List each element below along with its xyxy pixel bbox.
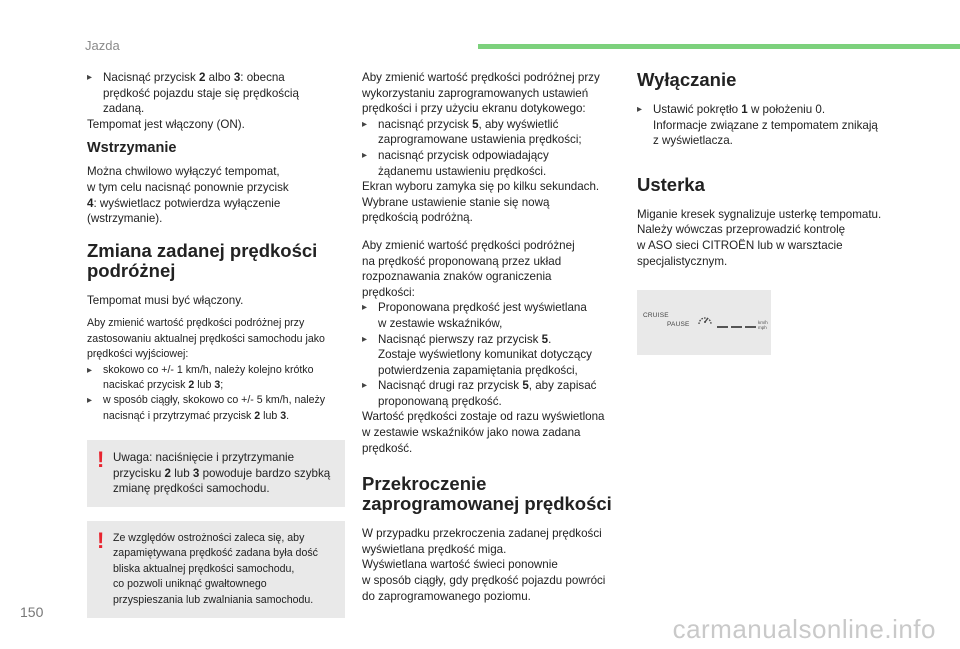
bullet-item: ▸ nacisnąć przycisk odpowiadający żądanemu ustawieniu prędkości. [362,148,549,178]
section-label: Jazda [85,38,120,53]
exclamation-icon: ! [97,527,105,553]
paragraph: Tempomat jest włączony (ON). [87,117,245,131]
warning-box: ! Ze względów ostrożności zaleca się, aby zapamiętywana prędkość zadana była dość bliska aktualnej prędkości samochodu, co pozwoli uniknąć gwałtownego przyspieszania lub zwalniania samochodu. [87,521,345,618]
heading-fault: Usterka [637,173,705,195]
paragraph: Miganie kresek sygnalizuje usterkę tempomatu. Należy wówczas przeprowadzić kontrolę w ASO sieci CITROËN lub w warsztacie specjalistycznym. [637,207,882,268]
bullet-item: ▸ w sposób ciągły, skokowo co +/- 5 km/h, należy nacisnąć i przytrzymać przycisk 2 lub 3. [87,393,345,424]
triangle-right-icon: ▸ [362,380,368,392]
triangle-right-icon: ▸ [87,364,93,376]
section-accent-bar [478,44,960,49]
speed-dash [717,326,728,328]
paragraph: Aby zmienić wartość prędkości podróżnej przy wykorzystaniu zaprogramowanych ustawień prędkości i przy użyciu ekranu dotykowego: [362,71,600,116]
page-number: 150 [20,604,44,620]
paragraph: Ekran wyboru zamyka się po kilku sekundach. Wybrane ustawienie stanie się nową prędkością podróżną. [362,180,600,225]
heading-switch-off: Wyłączanie [637,69,737,90]
heading-pause: Wstrzymanie [87,140,177,157]
column-2 [362,70,622,612]
speed-dash [731,326,742,328]
pause-label: PAUSE [667,321,690,328]
speed-unit: km/h mph [758,320,768,330]
speed-dash [745,326,756,328]
triangle-right-icon: ▸ [87,395,93,407]
paragraph: Aby zmienić wartość prędkości podróżnej przy zastosowaniu aktualnej prędkości samochodu jako prędkości wyjściowej: [87,317,325,361]
triangle-right-icon: ▸ [362,302,368,314]
triangle-right-icon: ▸ [637,104,643,115]
triangle-right-icon: ▸ [362,149,368,161]
small-text-block [87,316,345,424]
triangle-right-icon: ▸ [362,118,368,130]
bullet-item: ▸ Nacisnąć pierwszy raz przycisk 5. Zostaje wyświetlony komunikat dotyczący potwierdzenia zapamiętania prędkości, [362,332,592,377]
heading-change-speed: Zmiana zadanej prędkości podróżnej [87,239,318,281]
paragraph: Można chwilowo wyłączyć tempomat, w tym celu nacisnąć ponownie przycisk 4: wyświetlacz potwierdza wyłączenie (wstrzymanie). [87,165,289,226]
bullet-item: ▸ Nacisnąć przycisk 2 albo 3: obecna prędkość pojazdu staje się prędkością zadaną. [87,71,299,116]
bullet-item: ▸ Proponowana prędkość jest wyświetlana w zestawie wskaźników, [362,301,587,330]
speedometer-icon [697,312,713,328]
bullet-item: ▸ nacisnąć przycisk 5, aby wyświetlić zaprogramowane ustawienia prędkości; [362,117,582,147]
bullet-item: ▸ skokowo co +/- 1 km/h, należy kolejno krótko naciskać przycisk 2 lub 3; [87,363,345,394]
warning-box: ! Uwaga: naciśnięcie i przytrzymanie przycisku 2 lub 3 powoduje bardzo szybką zmianę prędkości samochodu. [87,440,345,507]
cruise-display-illustration [637,290,771,355]
bullet-item: ▸ Ustawić pokrętło 1 w położeniu 0. Informacje związane z tempomatem znikają z wyświetlacza. [637,103,878,148]
heading-overspeed: Przekroczenie zaprogramowanej prędkości [362,473,612,515]
watermark: carmanualsonline.info [672,614,936,644]
triangle-right-icon: ▸ [87,72,93,83]
triangle-right-icon: ▸ [362,333,368,345]
exclamation-icon: ! [97,447,105,473]
column-3 [637,70,902,277]
paragraph: W przypadku przekroczenia zadanej prędkości wyświetlana prędkość miga. Wyświetlana wartość świeci ponownie w sposób ciągły, gdy prędkość pojazdu powróci do zaprogramowanego poziomu. [362,527,606,603]
paragraph: Tempomat musi być włączony. [87,293,244,307]
paragraph: Aby zmienić wartość prędkości podróżnej na prędkość proponowaną przez układ rozpoznawania znaków ograniczenia prędkości: [362,238,575,299]
cruise-label: CRUISE [643,312,669,319]
bullet-item: ▸ Nacisnąć drugi raz przycisk 5, aby zapisać proponowaną prędkość. [362,379,597,408]
paragraph: Wartość prędkości zostaje od razu wyświetlona w zestawie wskaźników jako nowa zadana prędkość. [362,410,605,455]
column-1 [87,70,345,628]
